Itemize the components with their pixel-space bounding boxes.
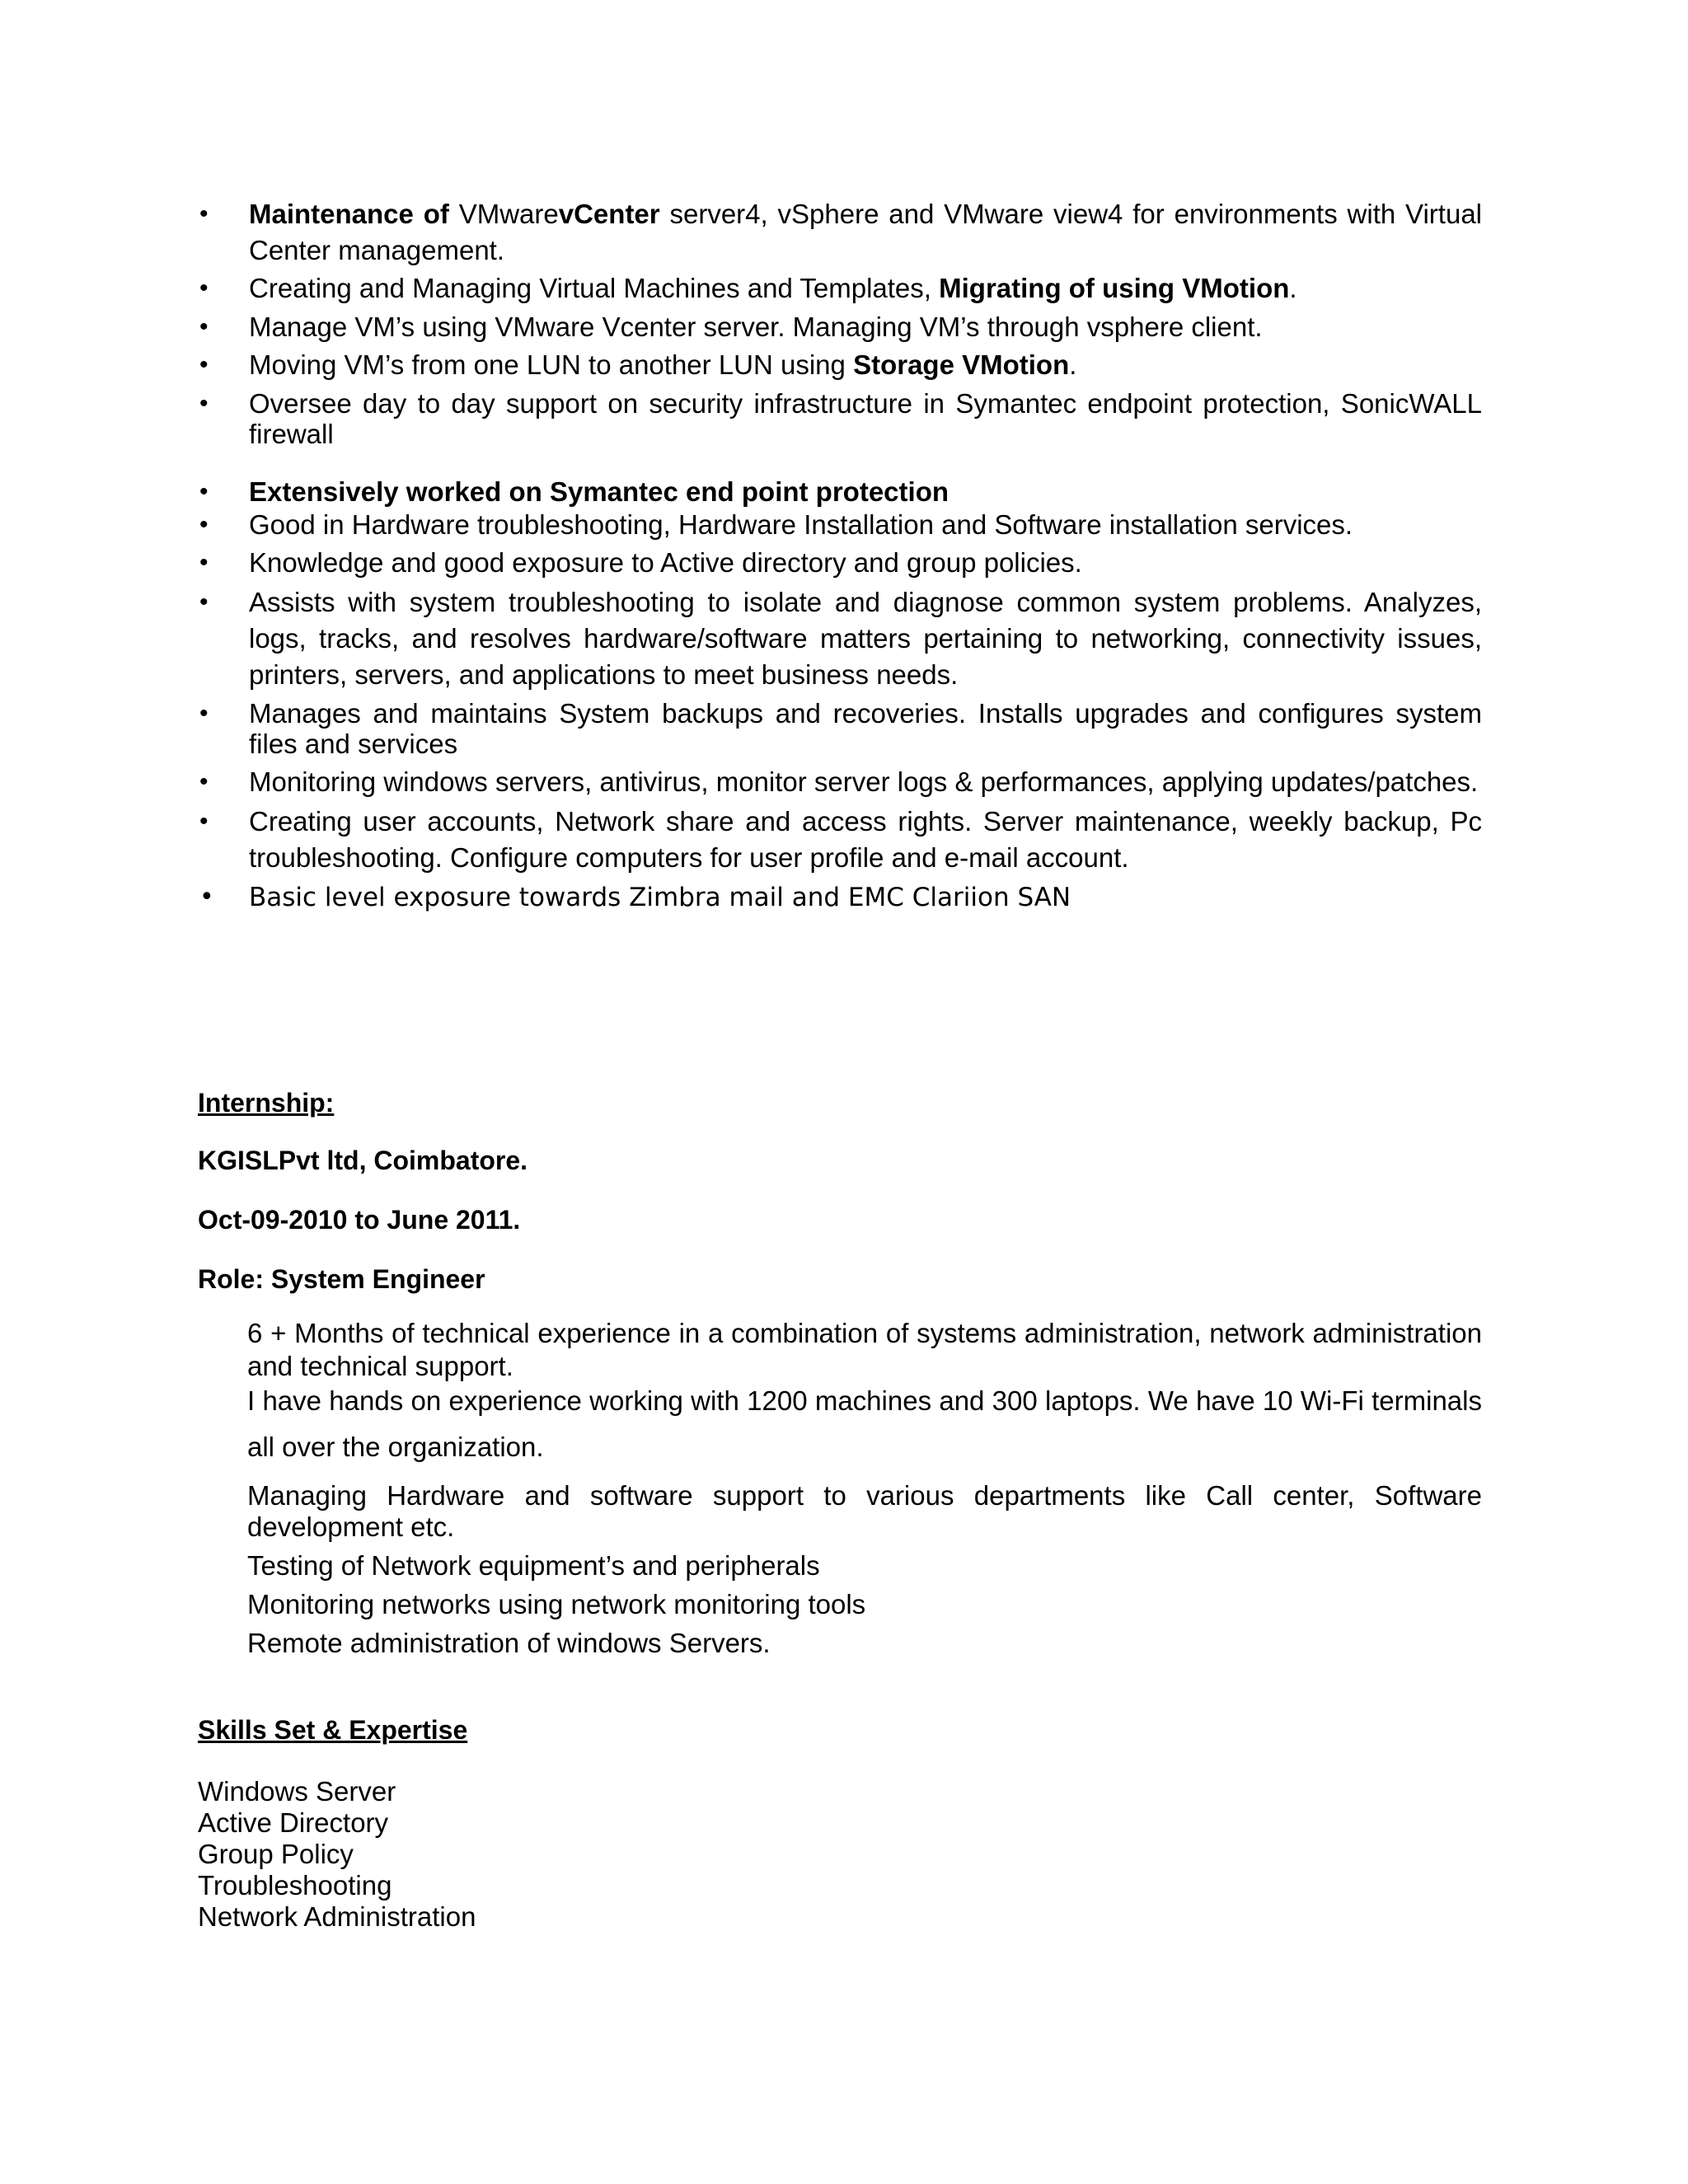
bullet-item bbox=[199, 766, 1482, 797]
bullet-dot: • bbox=[199, 700, 209, 727]
bullet-text-run: Oversee day to day support on security infrastructure in Symantec endpoint protection, SonicWALL firewall bbox=[249, 388, 1482, 449]
bullet-dot: • bbox=[199, 768, 209, 795]
bullet-text-run: Moving VM’s from one LUN to another LUN using bbox=[249, 349, 854, 380]
bullet-dot: • bbox=[199, 883, 214, 912]
bullet-text bbox=[249, 509, 1353, 540]
internship-line: Remote administration of windows Servers. bbox=[247, 1628, 771, 1658]
bullet-text-run: Monitoring windows servers, antivirus, monitor server logs & performances, applying updates/patches. bbox=[249, 766, 1479, 797]
bullet-dot: • bbox=[199, 808, 209, 835]
internship-line: Monitoring networks using network monitoring tools bbox=[247, 1589, 866, 1619]
bullet-text bbox=[249, 476, 949, 507]
bullet-bold-text: Extensively worked on Symantec end point protection bbox=[249, 476, 950, 507]
internship-line: I have hands on experience working with 1200 machines and 300 laptops. We have 10 Wi-Fi terminals all over the organization. bbox=[247, 1385, 1482, 1462]
internship-heading: Internship: bbox=[198, 1088, 335, 1118]
internship-company: KGISLPvt ltd, Coimbatore. bbox=[198, 1146, 528, 1175]
bullet-text bbox=[249, 806, 1482, 873]
bullet-bold-text: Maintenance of bbox=[249, 199, 459, 229]
bullet-text bbox=[249, 199, 1482, 265]
bullet-bold-text: vCenter bbox=[558, 199, 660, 229]
bullet-text bbox=[249, 766, 1478, 797]
internship-line: Managing Hardware and software support to various departments like Call center, Software development etc. bbox=[247, 1480, 1482, 1542]
internship-description bbox=[247, 1317, 1482, 1660]
bullet-item bbox=[199, 545, 1482, 581]
bullet-text-run: VMware bbox=[458, 199, 559, 229]
bullet-item bbox=[199, 507, 1482, 543]
bullet-item bbox=[199, 879, 1482, 916]
bullet-text-run: Assists with system troubleshooting to isolate and diagnose common system problems. Analyzes, logs, tracks, and resolves hardware/software matters pertaining to networking, connectivity issues, printers, servers, and applications to meet business needs. bbox=[249, 587, 1482, 690]
bullet-dot: • bbox=[199, 478, 209, 505]
internship-period: Oct-09-2010 to June 2011. bbox=[198, 1205, 521, 1235]
bullet-text-run: Basic level exposure towards Zimbra mail and EMC Clariion SAN bbox=[249, 883, 1071, 912]
bullet-item bbox=[199, 196, 1482, 269]
bullet-text-run: Creating user accounts, Network share and access rights. Server maintenance, weekly backup, Pc troubleshooting. Configure computers for user profile and e-mail account. bbox=[249, 806, 1482, 873]
bullet-text-run: Creating and Managing Virtual Machines and Templates, bbox=[249, 273, 940, 303]
bullet-dot: • bbox=[199, 390, 209, 417]
skill-item: Active Directory bbox=[198, 1807, 389, 1838]
bullet-item bbox=[199, 698, 1482, 759]
bullet-dot: • bbox=[199, 274, 209, 302]
bullet-text bbox=[249, 883, 1071, 912]
bullet-item bbox=[199, 309, 1482, 345]
bullet-item bbox=[199, 584, 1482, 693]
bullet-item bbox=[199, 388, 1482, 449]
skills-heading: Skills Set & Expertise bbox=[198, 1715, 468, 1745]
bullet-text-run: Good in Hardware troubleshooting, Hardware Installation and Software installation services. bbox=[249, 509, 1353, 540]
bullet-text-run: server4, vSphere and VMware view4 for environments with Virtual Center management. bbox=[249, 199, 1482, 265]
bullet-text bbox=[249, 273, 1297, 303]
bullet-text-run: . bbox=[1289, 273, 1297, 303]
bullet-text bbox=[249, 349, 1076, 380]
skill-item: Troubleshooting bbox=[198, 1870, 392, 1900]
bullet-dot: • bbox=[199, 351, 209, 378]
bullet-item bbox=[199, 270, 1482, 307]
bullet-text-run: Manage VM’s using VMware Vcenter server. Managing VM’s through vsphere client. bbox=[249, 312, 1263, 342]
internship-role: Role: System Engineer bbox=[198, 1264, 485, 1294]
skills-list bbox=[198, 1776, 476, 1933]
internship-line: Testing of Network equipment’s and peripherals bbox=[247, 1550, 820, 1581]
bullet-dot: • bbox=[199, 200, 209, 227]
bullet-text bbox=[249, 312, 1263, 342]
bullet-bold-text: Storage VMotion bbox=[853, 349, 1070, 380]
bullet-item bbox=[199, 347, 1482, 383]
bullet-text bbox=[249, 547, 1082, 578]
bullet-item bbox=[199, 476, 1482, 507]
bullet-bold-text: Migrating of using VMotion bbox=[939, 273, 1290, 303]
skill-item: Group Policy bbox=[198, 1839, 354, 1869]
bullet-text-run: Manages and maintains System backups and recoveries. Installs upgrades and configures system files and services bbox=[249, 698, 1482, 759]
bullet-dot: • bbox=[199, 549, 209, 576]
bullet-text-run: Knowledge and good exposure to Active directory and group policies. bbox=[249, 547, 1082, 578]
bullet-item bbox=[199, 804, 1482, 876]
experience-bullet-list bbox=[199, 196, 1482, 916]
internship-line: 6 + Months of technical experience in a combination of systems administration, network administration and technical support. bbox=[247, 1318, 1482, 1381]
skill-item: Windows Server bbox=[198, 1776, 396, 1807]
bullet-dot: • bbox=[199, 511, 209, 538]
bullet-text bbox=[249, 698, 1482, 759]
bullet-text bbox=[249, 388, 1482, 449]
skill-item: Network Administration bbox=[198, 1901, 476, 1932]
bullet-text-run: . bbox=[1069, 349, 1077, 380]
bullet-dot: • bbox=[199, 588, 209, 616]
bullet-text bbox=[249, 587, 1482, 690]
bullet-dot: • bbox=[199, 313, 209, 340]
